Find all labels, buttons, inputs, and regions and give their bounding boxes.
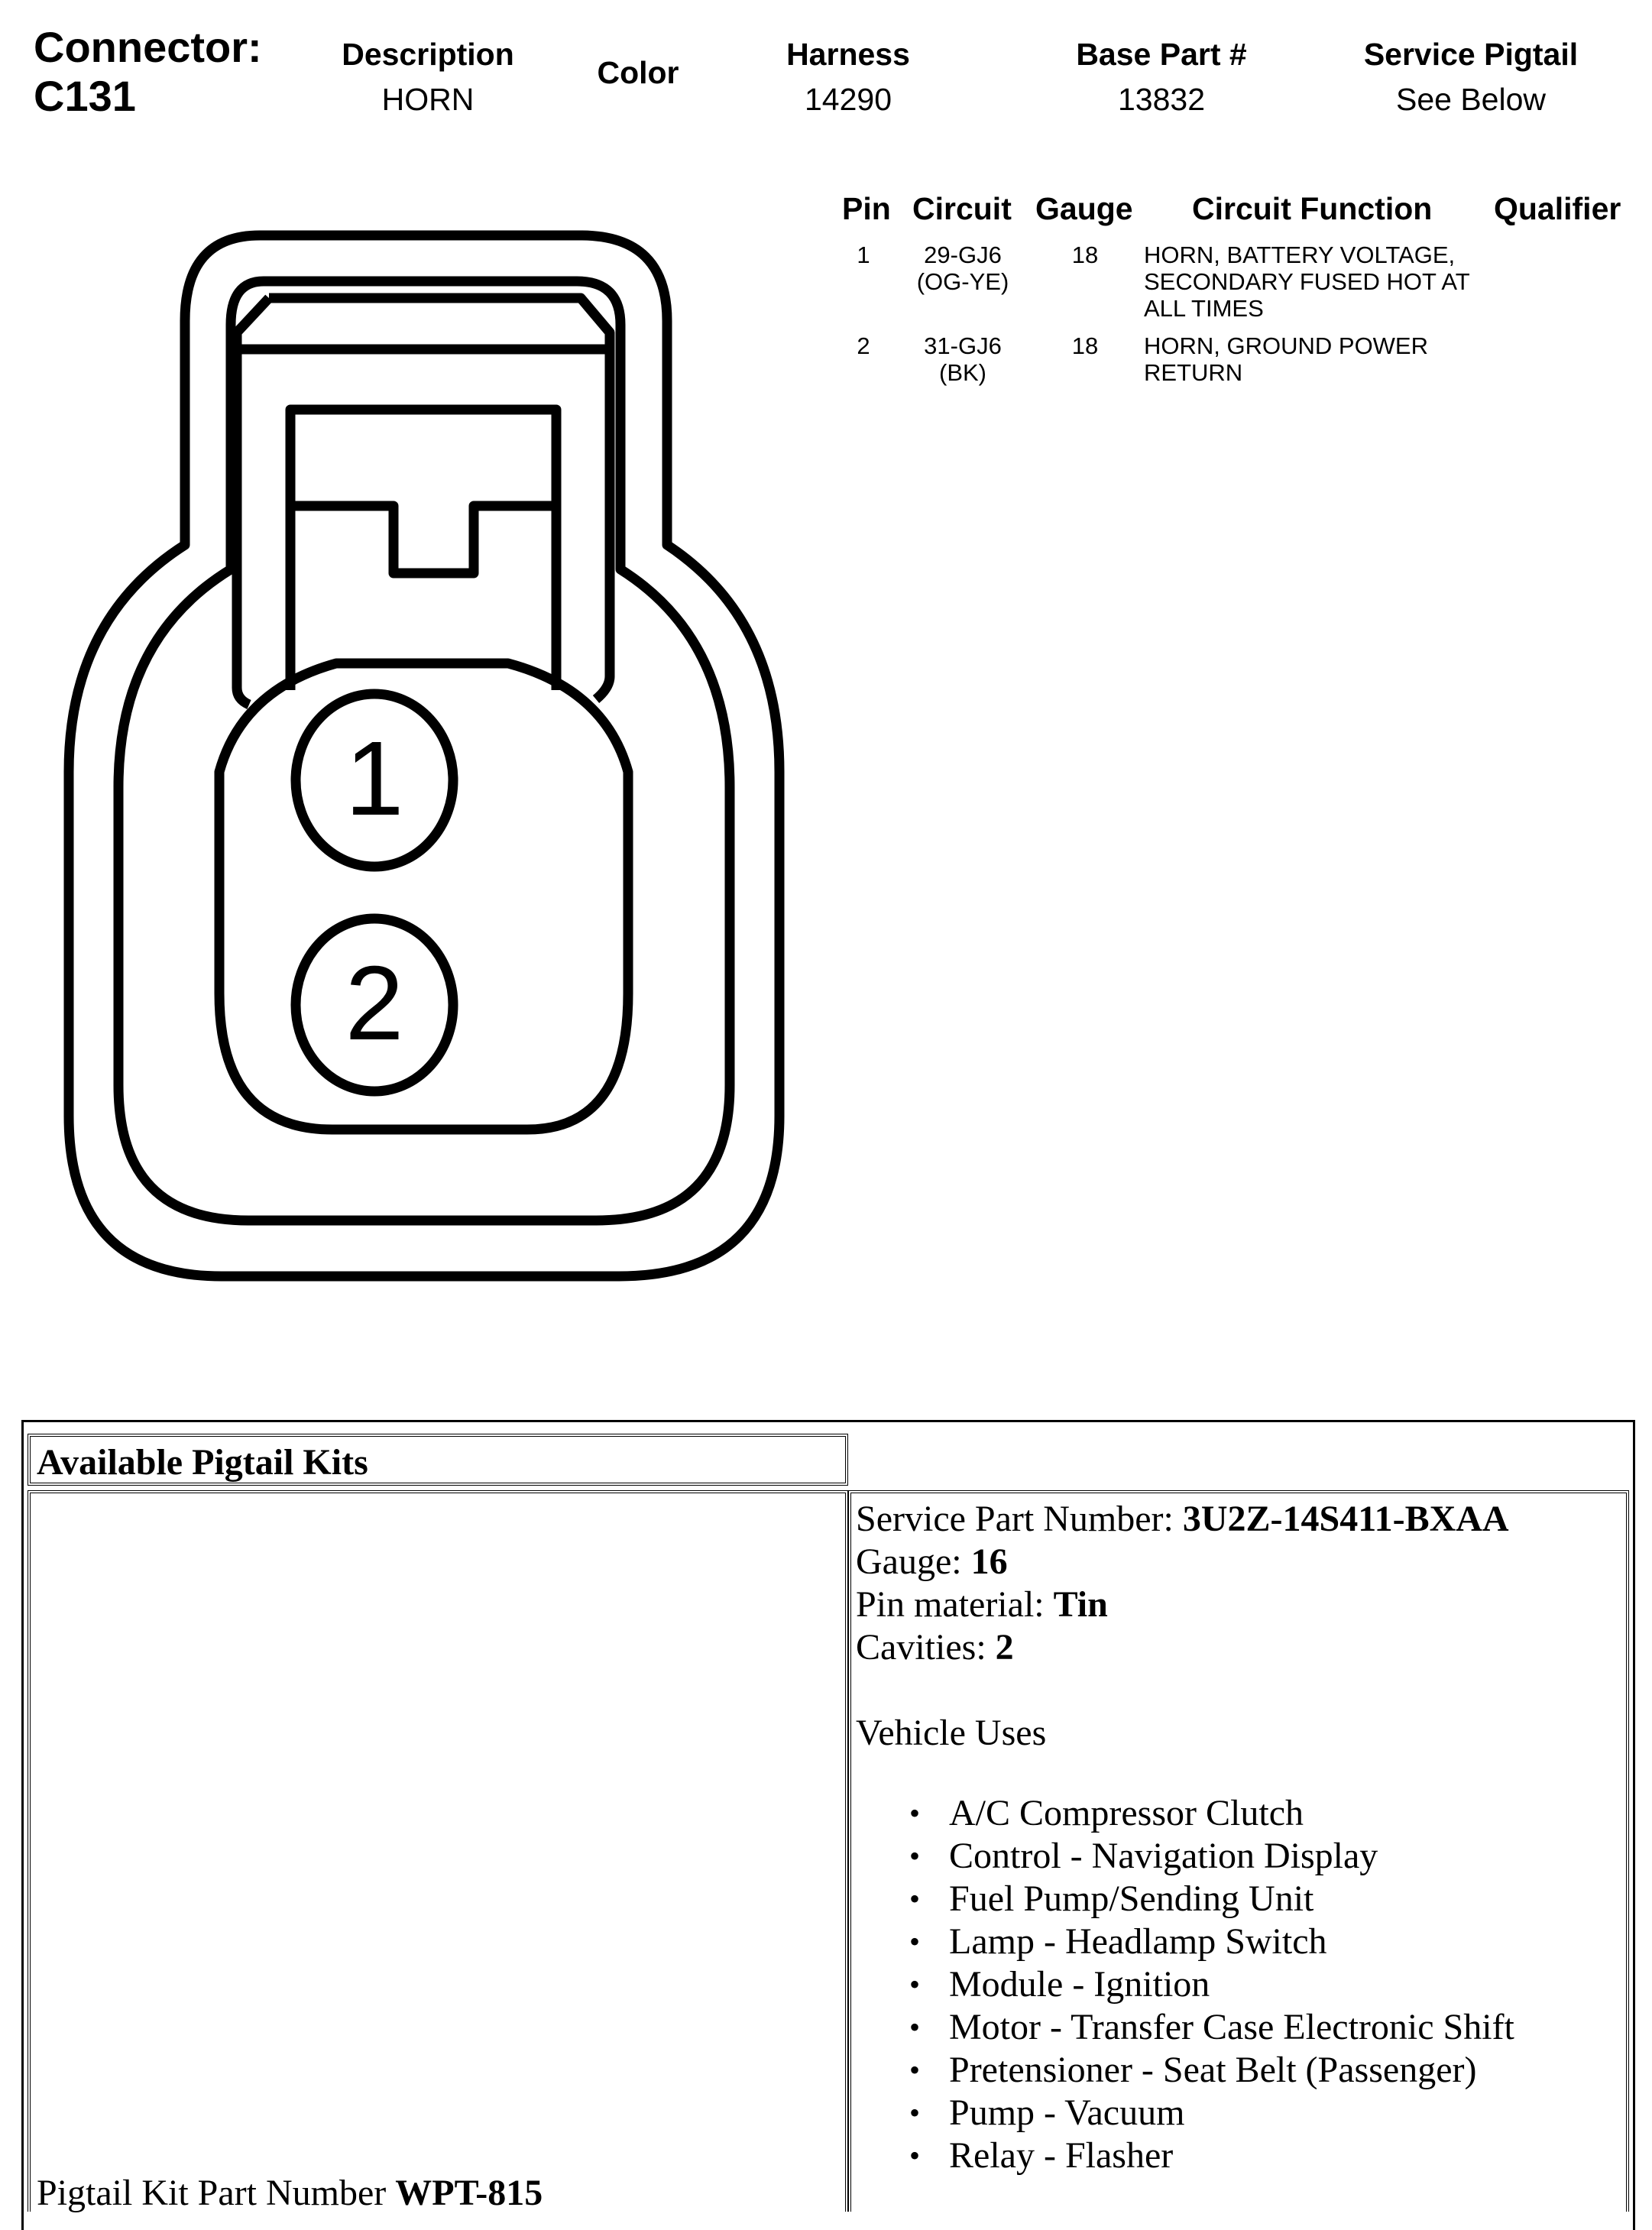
list-item: • Pretensioner - Seat Belt (Passenger) <box>909 2049 1514 2092</box>
vehicle-uses-list <box>909 1792 1514 2177</box>
service-pigtail-value: See Below <box>1395 82 1546 117</box>
circuit-color: (OG-YE) <box>916 268 1009 295</box>
table-row-2-circuit <box>902 332 1024 386</box>
table-row-1-pin: 1 <box>857 241 870 268</box>
cavities-label: Cavities: <box>856 1627 986 1668</box>
kit-part-value: WPT-815 <box>395 2173 543 2213</box>
kits-title-cell <box>28 1434 848 1486</box>
function-line: RETURN <box>1144 359 1243 386</box>
base-part-label: Base Part # <box>1076 37 1247 72</box>
circuit-code: 29-GJ6 <box>924 241 1002 268</box>
list-item: • Motor - Transfer Case Electronic Shift <box>909 2006 1514 2049</box>
function-line: ALL TIMES <box>1144 295 1264 322</box>
connector-label: Connector: <box>34 23 262 71</box>
circuit-header: Circuit <box>912 191 1012 226</box>
pin-material-value: Tin <box>1053 1584 1108 1625</box>
pin-cavity-body <box>219 663 628 1130</box>
description-value: HORN <box>381 82 475 117</box>
function-line: HORN, GROUND POWER <box>1144 332 1428 359</box>
cavities-value: 2 <box>995 1627 1014 1668</box>
base-part-value: 13832 <box>1117 82 1205 117</box>
circuit-code: 31-GJ6 <box>924 332 1002 359</box>
harness-label: Harness <box>786 37 910 72</box>
latch-window <box>290 410 556 690</box>
pin-2-label: 2 <box>345 945 404 1062</box>
service-pigtail-label: Service Pigtail <box>1363 37 1579 72</box>
service-part-value: 3U2Z-14S411-BXAA <box>1182 1499 1509 1539</box>
table-row-1-circuit <box>902 241 1024 295</box>
description-label: Description <box>342 37 514 72</box>
function-line: HORN, BATTERY VOLTAGE, <box>1144 241 1456 268</box>
service-part-label: Service Part Number: <box>856 1499 1174 1539</box>
circuit-color: (BK) <box>939 359 986 386</box>
list-item: • Relay - Flasher <box>909 2134 1514 2177</box>
color-label: Color <box>597 55 679 90</box>
list-item: • Control - Navigation Display <box>909 1835 1514 1878</box>
connector-outer-shell <box>69 235 779 1276</box>
connector-title <box>34 23 262 121</box>
table-row-2-gauge: 18 <box>1071 332 1099 359</box>
cavities-line <box>856 1626 1509 1669</box>
list-item: • Fuel Pump/Sending Unit <box>909 1878 1514 1920</box>
service-part-info <box>856 1498 1509 1755</box>
connector-id: C131 <box>34 72 136 120</box>
connector-inner-shell <box>118 281 730 1220</box>
pin-material-label: Pin material: <box>856 1584 1045 1625</box>
pin-material-line <box>856 1583 1509 1626</box>
gauge-line <box>856 1541 1509 1583</box>
table-row-2-pin: 2 <box>857 332 870 359</box>
kit-part-cell <box>28 1490 848 2212</box>
harness-value: 14290 <box>804 82 892 117</box>
function-line: SECONDARY FUSED HOT AT <box>1144 268 1470 295</box>
list-item: • Lamp - Headlamp Switch <box>909 1920 1514 1963</box>
qualifier-header: Qualifier <box>1494 191 1621 226</box>
kits-title: Available Pigtail Kits <box>37 1442 368 1483</box>
table-row-2-function <box>1144 332 1511 386</box>
pin-1-label: 1 <box>345 720 404 838</box>
list-item: • Pump - Vacuum <box>909 2092 1514 2134</box>
gauge-value: 16 <box>970 1541 1008 1582</box>
kit-part-label: Pigtail Kit Part Number <box>37 2173 387 2213</box>
service-part-line <box>856 1498 1509 1541</box>
pin-header: Pin <box>842 191 891 226</box>
gauge-label: Gauge: <box>856 1541 962 1582</box>
table-row-1-gauge: 18 <box>1071 241 1099 268</box>
circuit-function-header: Circuit Function <box>1192 191 1433 226</box>
gauge-header: Gauge <box>1035 191 1133 226</box>
kit-part-number <box>37 2172 543 2215</box>
list-item: • A/C Compressor Clutch <box>909 1792 1514 1835</box>
vehicle-uses-label: Vehicle Uses <box>856 1713 1047 1753</box>
table-row-1-function <box>1144 241 1511 322</box>
list-item: • Module - Ignition <box>909 1963 1514 2006</box>
connector-face-diagram <box>61 222 795 1299</box>
